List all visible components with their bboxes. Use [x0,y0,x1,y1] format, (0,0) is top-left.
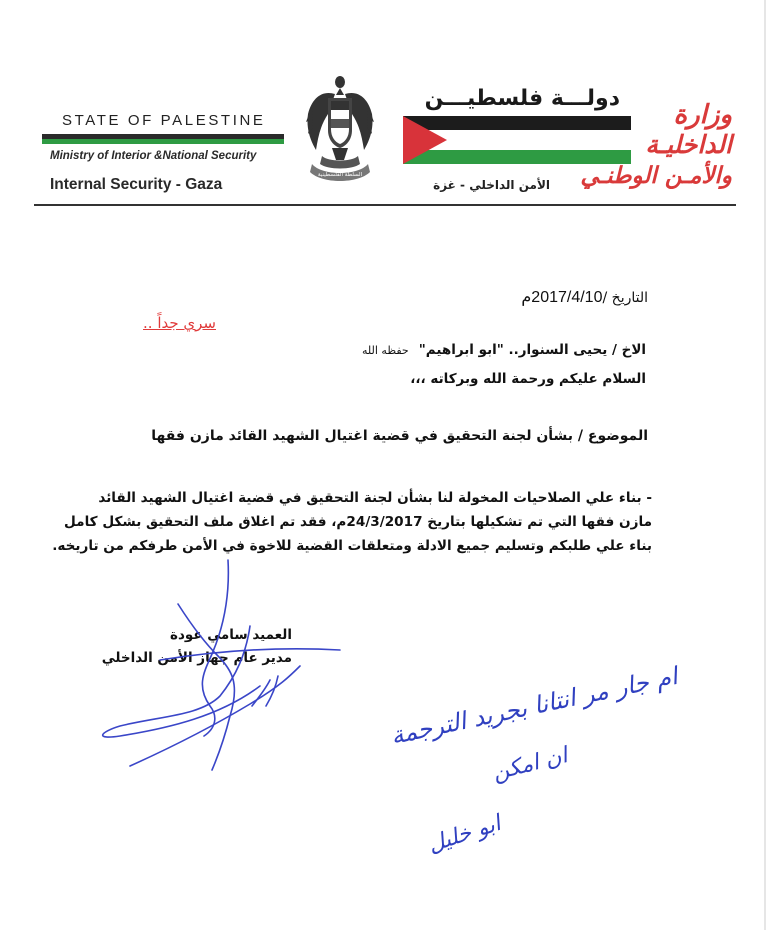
confidential-mark: سري جداً .. [143,314,216,332]
ministry-word-2: الداخليـة [645,130,732,159]
eagle-emblem-icon [298,68,382,186]
date-value: 2017/4/10م [521,289,603,306]
annotation-line-1: ام جار مر انتانا بجريد الترجمة [388,661,680,751]
letter-date [420,287,648,307]
header-ministry-ar [520,100,740,196]
header-bar-green [42,139,284,144]
header-ministry-en: Ministry of Interior &National Security [50,150,257,162]
ministry-word-3: والأمـن الوطنـي [580,162,732,189]
subject-line: الموضوع / بشأن لجنة التحقيق في قضية اغتيال الشهيد القائد مازن فقها [151,428,648,444]
signatory-name: العميد سامي عودة [169,627,292,643]
header-internal-en: Internal Security - Gaza [50,176,223,193]
header-divider [34,204,736,206]
recipient-name: الاخ / يحيى السنوار.. "ابو ابراهيم" [418,342,646,358]
body-line-1: - بناء علي الصلاحيات المخولة لنا بشأن لجنة التحقيق في قضية اغتيال الشهيد القائد [98,490,652,506]
date-label: التاريخ / [602,290,648,306]
body-line-2: مازن فقها التي تم تشكيلها بتاريخ 24/3/2017م، فقد تم اغلاق ملف التحقيق بشكل كامل [64,514,652,530]
recipient-line [300,342,646,358]
signatory-title: مدير عام جهاز الأمن الداخلي [101,650,292,666]
header-state-en: STATE OF PALESTINE [62,112,266,129]
header-internal-ar: الأمن الداخلي - غزة [433,178,550,192]
ministry-word-1: وزارة [673,100,732,130]
recipient-blessing: حفظه الله [361,344,409,357]
greeting-line: السلام عليكم ورحمة الله وبركاته ،،، [410,371,646,387]
header-state-ar: دولـــة فلسطيـــن [424,86,620,111]
annotation-line-3: ابو خليل [425,811,505,858]
annotation-line-2: ان امكن [490,743,570,786]
emblem-text: السلطة الفلسطينية [317,172,363,178]
handwritten-annotation [336,661,688,890]
body-line-3: بناء علي طلبكم وتسليم جميع الادلة ومتعلقات القضية للاخوة في الأمن طرفكم من تاريخه. [52,538,652,554]
